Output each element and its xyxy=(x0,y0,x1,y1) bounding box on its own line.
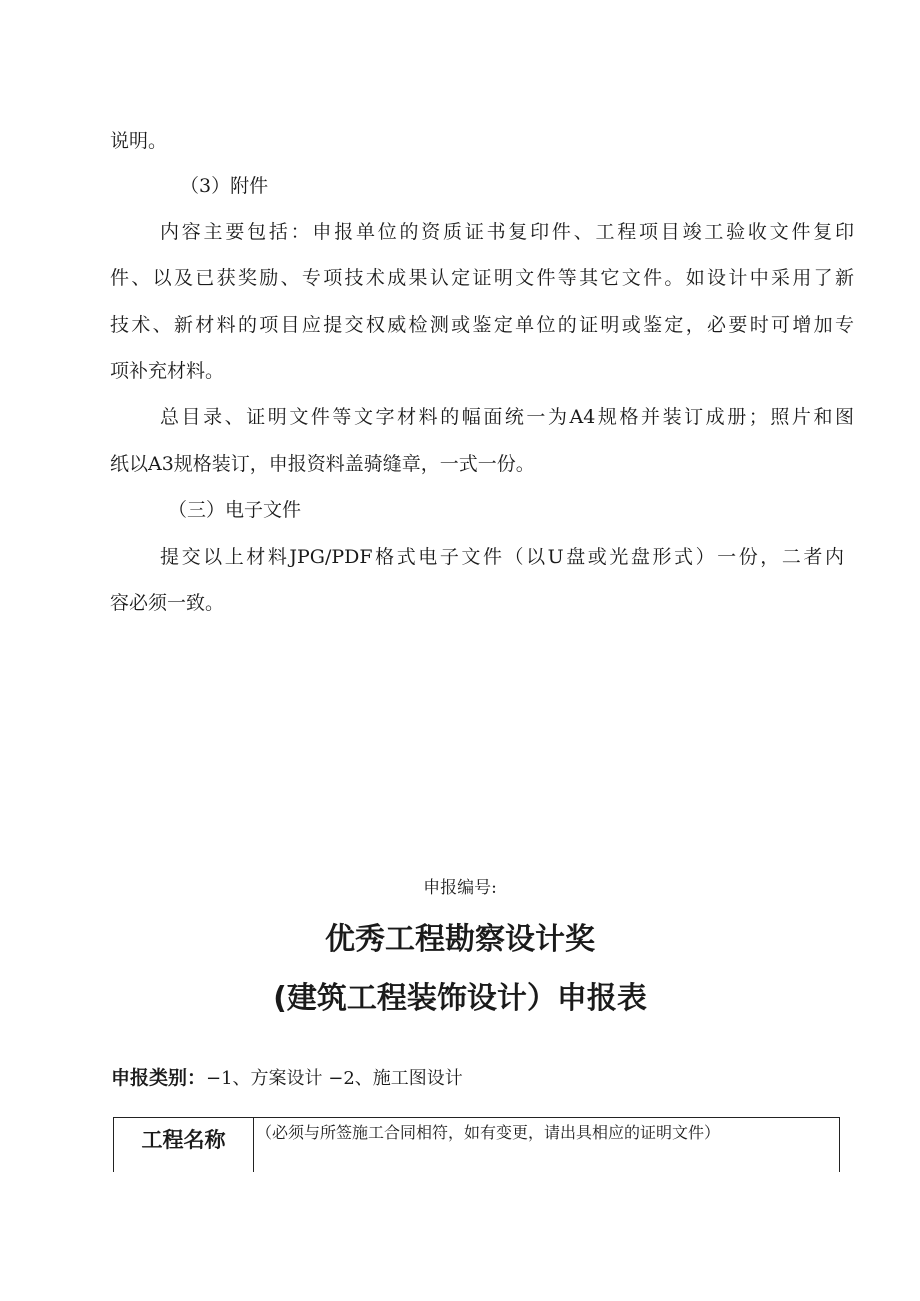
project-name-label: 工程名称 xyxy=(114,1118,254,1172)
application-number-label: 申报编号: xyxy=(423,878,497,898)
body-line-1: 说明。 xyxy=(110,130,168,152)
body-line-3: 内容主要包括：申报单位的资质证书复印件、工程项目竣工验收文件复印 xyxy=(160,221,854,243)
body-line-7: 总目录、证明文件等文字材料的幅面统一为A4规格并装订成册；照片和图 xyxy=(160,406,854,428)
body-line-5: 技术、新材料的项目应提交权威检测或鉴定单位的证明或鉴定，必要时可增加专 xyxy=(110,314,854,336)
body-line-11: 容必须一致。 xyxy=(110,592,225,614)
section-heading-electronic-files: （三）电子文件 xyxy=(168,499,302,521)
body-line-6: 项补充材料。 xyxy=(110,360,225,382)
application-category xyxy=(111,1066,463,1091)
project-name-note: （必须与所签施工合同相符，如有变更，请出具相应的证明文件） xyxy=(256,1123,721,1142)
form-title: 优秀工程勘察设计奖 xyxy=(325,922,595,957)
application-table xyxy=(113,1117,840,1172)
body-line-4: 件、以及已获奖励、专项技术成果认定证明文件等其它文件。如设计中采用了新 xyxy=(110,267,854,289)
category-options: −1、方案设计 −2、施工图设计 xyxy=(206,1068,463,1089)
category-label: 申报类别： xyxy=(111,1067,207,1089)
body-line-8: 纸以A3规格装订，申报资料盖骑缝章，一式一份。 xyxy=(110,453,535,475)
form-subtitle: (建筑工程装饰设计）申报表 xyxy=(273,981,647,1016)
section-heading-attachments: （3）附件 xyxy=(180,175,269,197)
body-line-10: 提交以上材料JPG/PDF格式电子文件（以U盘或光盘形式）一份，二者内 xyxy=(160,546,844,568)
